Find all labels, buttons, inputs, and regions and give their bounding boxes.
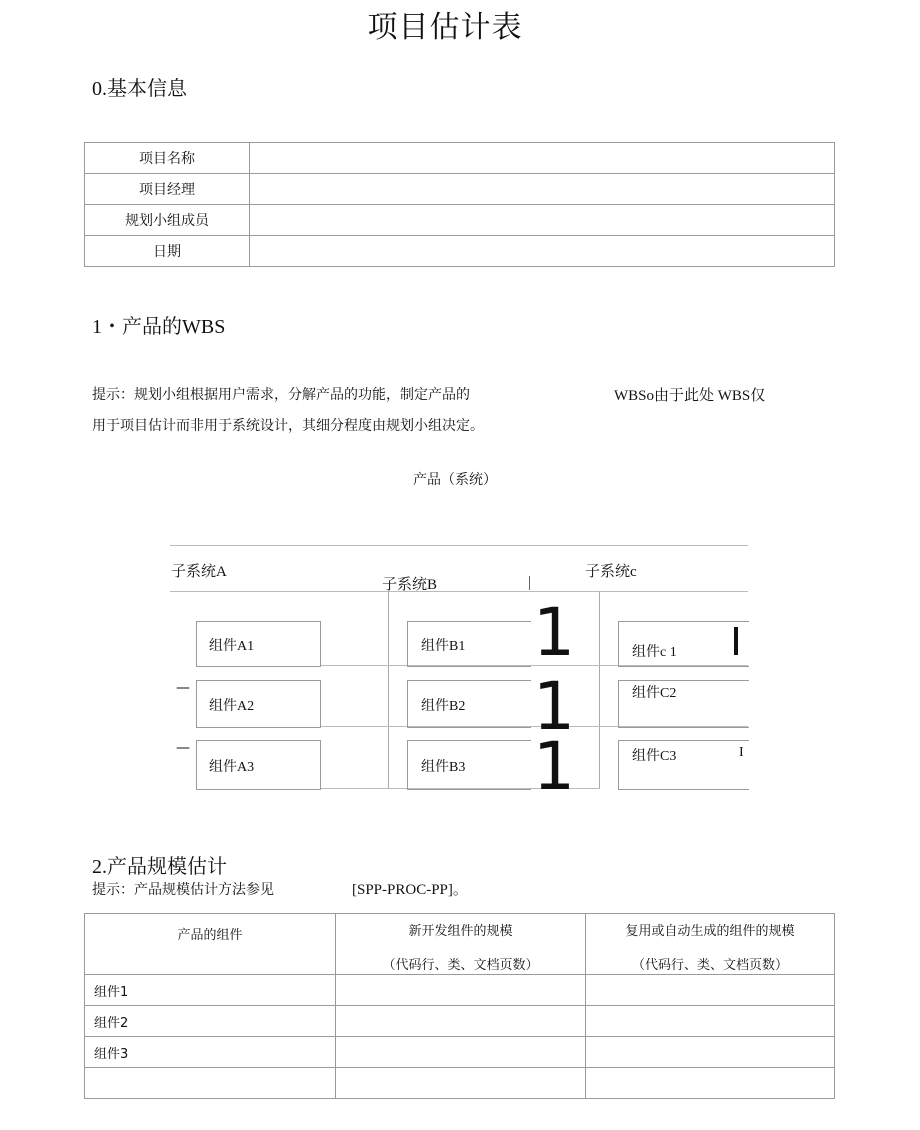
table-row [85, 1006, 835, 1037]
subsystem-c-label: 子系统c [585, 564, 637, 580]
size-estimate-table [84, 913, 835, 1099]
reused-size-cell[interactable] [586, 1068, 835, 1099]
component-cell[interactable] [85, 1068, 336, 1099]
component-cell: 组件3 [85, 1037, 336, 1068]
project-name-value[interactable] [250, 143, 835, 174]
column-header-reused-size [586, 914, 835, 975]
project-name-label: 项目名称 [85, 143, 250, 174]
new-size-cell[interactable] [336, 1068, 586, 1099]
component-b3-label: 组件B3 [421, 760, 466, 775]
wbs-hint-line2: 用于项目估计而非用于系统设计，其细分程度由规划小组决定。 [92, 418, 484, 434]
basic-info-table [84, 142, 835, 267]
new-size-cell[interactable] [336, 975, 586, 1006]
reused-size-cell[interactable] [586, 1037, 835, 1068]
table-row [85, 174, 835, 205]
table-row [85, 236, 835, 267]
column-header-sublabel: （代码行、类、文档页数） [382, 958, 539, 973]
column-divider [599, 591, 600, 788]
wbs-hint-line1-part2: WBSo由于此处 WBS仅 [614, 388, 766, 404]
column-header-sublabel: （代码行、类、文档页数） [631, 958, 788, 973]
bar-mark [734, 627, 738, 655]
large-numeral-mark: 1 [533, 594, 575, 671]
project-manager-label: 项目经理 [85, 174, 250, 205]
column-divider [388, 591, 389, 788]
dash-mark: — [176, 680, 190, 696]
subsystem-b-tick [529, 576, 530, 590]
column-header-component [85, 914, 336, 975]
date-value[interactable] [250, 236, 835, 267]
large-numeral-mark: 1 [533, 668, 575, 745]
table-row [85, 205, 835, 236]
scale-hint: 提示：产品规模估计方法参见 [92, 882, 274, 898]
column-header-label: 新开发组件的规模 [408, 924, 513, 939]
component-cell: 组件1 [85, 975, 336, 1006]
column-header-label: 产品的组件 [177, 928, 243, 943]
planning-team-label: 规划小组成员 [85, 205, 250, 236]
subsystem-a-label: 子系统A [171, 564, 227, 580]
reused-size-cell[interactable] [586, 1006, 835, 1037]
component-c1-label: 组件c 1 [632, 645, 677, 660]
component-b2-label: 组件B2 [421, 699, 466, 714]
column-header-label: 复用或自动生成的组件的规模 [625, 924, 795, 939]
component-a2-label: 组件A2 [209, 699, 255, 714]
section-1-heading: 1・产品的WBS [92, 316, 226, 338]
table-header-row [85, 914, 835, 975]
table-row [85, 1068, 835, 1099]
bar-mark: I [739, 745, 744, 760]
component-a1-label: 组件A1 [209, 639, 255, 654]
wbs-hint-line1-part1: 提示：规划小组根据用户需求，分解产品的功能，制定产品的 [92, 387, 470, 403]
wbs-root-node: 产品（系统） [413, 472, 497, 488]
document-title: 项目估计表 [367, 10, 523, 45]
table-row [85, 1037, 835, 1068]
component-c2-label: 组件C2 [632, 686, 677, 701]
wbs-subsystem-divider [170, 591, 748, 592]
table-row [85, 975, 835, 1006]
component-c3-label: 组件C3 [632, 749, 677, 764]
new-size-cell[interactable] [336, 1006, 586, 1037]
date-label: 日期 [85, 236, 250, 267]
section-0-heading: 0.基本信息 [92, 78, 187, 100]
scale-hint-reference: [SPP-PROC-PP]。 [352, 882, 468, 898]
large-numeral-mark: 1 [533, 728, 575, 805]
project-manager-value[interactable] [250, 174, 835, 205]
table-row [85, 143, 835, 174]
wbs-top-divider [170, 545, 748, 546]
column-header-new-size [336, 914, 586, 975]
component-b1-label: 组件B1 [421, 639, 466, 654]
subsystem-b-label: 子系统B [382, 577, 438, 593]
reused-size-cell[interactable] [586, 975, 835, 1006]
section-2-heading: 2.产品规模估计 [92, 856, 227, 878]
dash-mark: — [176, 740, 190, 756]
new-size-cell[interactable] [336, 1037, 586, 1068]
planning-team-value[interactable] [250, 205, 835, 236]
component-a3-label: 组件A3 [209, 760, 255, 775]
component-cell: 组件2 [85, 1006, 336, 1037]
